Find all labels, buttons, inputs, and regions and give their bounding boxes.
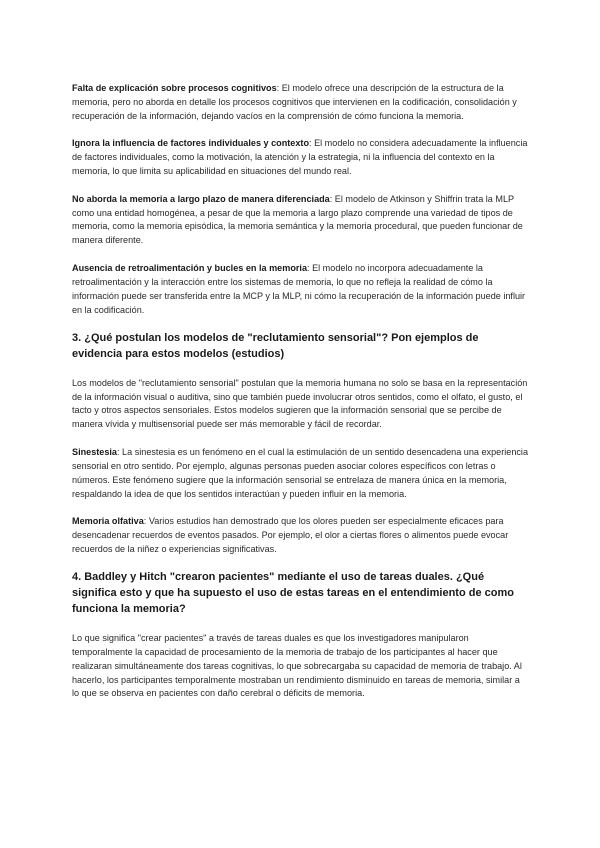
paragraph-text: Lo que significa "crear pacientes" a través de tareas duales es que los investigadores manipularon temporalmente la capacidad de procesamiento de la memoria de trabajo de los participantes al hacer que realizaran simultáneamente dos tareas cognitivas, lo que sobrecargaba su capacidad de memoria de trabajo. Al hacerlo, los participantes temporalmente mostraban un rendimiento disminuido en tareas de memoria, similar a lo que se observa en pacientes con daño cerebral o déficits de memoria. bbox=[72, 632, 522, 699]
paragraph-sensory-recruitment bbox=[72, 377, 528, 433]
paragraph-text: : La sinestesia es un fenómeno en el cual la estimulación de un sentido desencadena una experiencia sensorial en otro sentido. Por ejemplo, algunas personas pueden asociar colores específicos con letras o números. Este fenómeno sugiere que la información sensorial se entrelaza de manera única en la memoria, respaldando la idea de que los sentidos interactúan y pueden influir en la memoria. bbox=[72, 446, 529, 499]
paragraph-label: Memoria olfativa bbox=[72, 516, 144, 527]
paragraph-olfactory-memory bbox=[72, 515, 528, 557]
paragraph-cognitive-processes bbox=[72, 82, 528, 124]
paragraph-text: : El modelo no considera adecuadamente la influencia de factores individuales, como la motivación, la atención y la estrategia, ni la influencia del contexto en la memoria, lo que limita su aplicabilidad en situaciones del mundo real. bbox=[72, 138, 528, 177]
question-3-heading: 3. ¿Qué postulan los modelos de "reclutamiento sensorial"? Pon ejemplos de evidencia para estos modelos (estudios) bbox=[72, 332, 479, 360]
document-page bbox=[72, 82, 528, 715]
paragraph-text: : El modelo no incorpora adecuadamente la retroalimentación y la interacción entre los sistemas de memoria, lo que no refleja la realidad de cómo la información puede ser transferida entre la MCP y la MLP, ni cómo la recuperación de la información puede influir en la codificación. bbox=[72, 262, 526, 315]
paragraph-individual-factors bbox=[72, 137, 528, 179]
paragraph-label: Ausencia de retroalimentación y bucles en la memoria bbox=[72, 262, 308, 273]
paragraph-text: Los modelos de "reclutamiento sensorial" postulan que la memoria humana no solo se basa en la representación de la información visual o auditiva, sino que también puede involucrar otros sentidos, como el olfato, el gusto, el tacto y otros aspectos sensoriales. Estos modelos sugieren que la información sensorial que se percibe de manera vívida y multisensorial puede ser más memorable y fácil de recordar. bbox=[72, 377, 528, 430]
paragraph-dual-tasks bbox=[72, 632, 528, 702]
paragraph-long-term-memory bbox=[72, 193, 528, 249]
paragraph-label: Falta de explicación sobre procesos cognitivos bbox=[72, 83, 277, 93]
question-4-heading: 4. Baddley y Hitch "crearon pacientes" mediante el uso de tareas duales. ¿Qué significa esto y que ha supuesto el uso de estas tareas en el entendimiento de como funciona la memoria? bbox=[72, 571, 514, 615]
paragraph-synesthesia bbox=[72, 446, 528, 502]
paragraph-text: : El modelo ofrece una descripción de la estructura de la memoria, pero no aborda en detalle los procesos cognitivos que intervienen en la codificación, consolidación y recuperación de la información, dejando vacíos en la comprensión de cómo funciona la memoria. bbox=[72, 83, 517, 121]
paragraph-feedback-loops bbox=[72, 262, 528, 318]
paragraph-text: : Varios estudios han demostrado que los olores pueden ser especialmente eficaces para desencadenar recuerdos de eventos pasados. Por ejemplo, el olor a ciertas flores o alimentos puede evocar recuerdos de la niñez o experiencias significativas. bbox=[72, 516, 509, 554]
paragraph-text: : El modelo de Atkinson y Shiffrin trata la MLP como una entidad homogénea, a pesar de que la memoria a largo plazo comprende una variedad de tipos de memoria, como la memoria episódica, la memoria semántica y la memoria procedural, que pueden funcionar de manera diferente. bbox=[72, 193, 523, 246]
paragraph-label: Sinestesia bbox=[72, 446, 117, 457]
paragraph-label: Ignora la influencia de factores individuales y contexto bbox=[72, 138, 310, 149]
paragraph-label: No aborda la memoria a largo plazo de manera diferenciada bbox=[72, 193, 330, 204]
